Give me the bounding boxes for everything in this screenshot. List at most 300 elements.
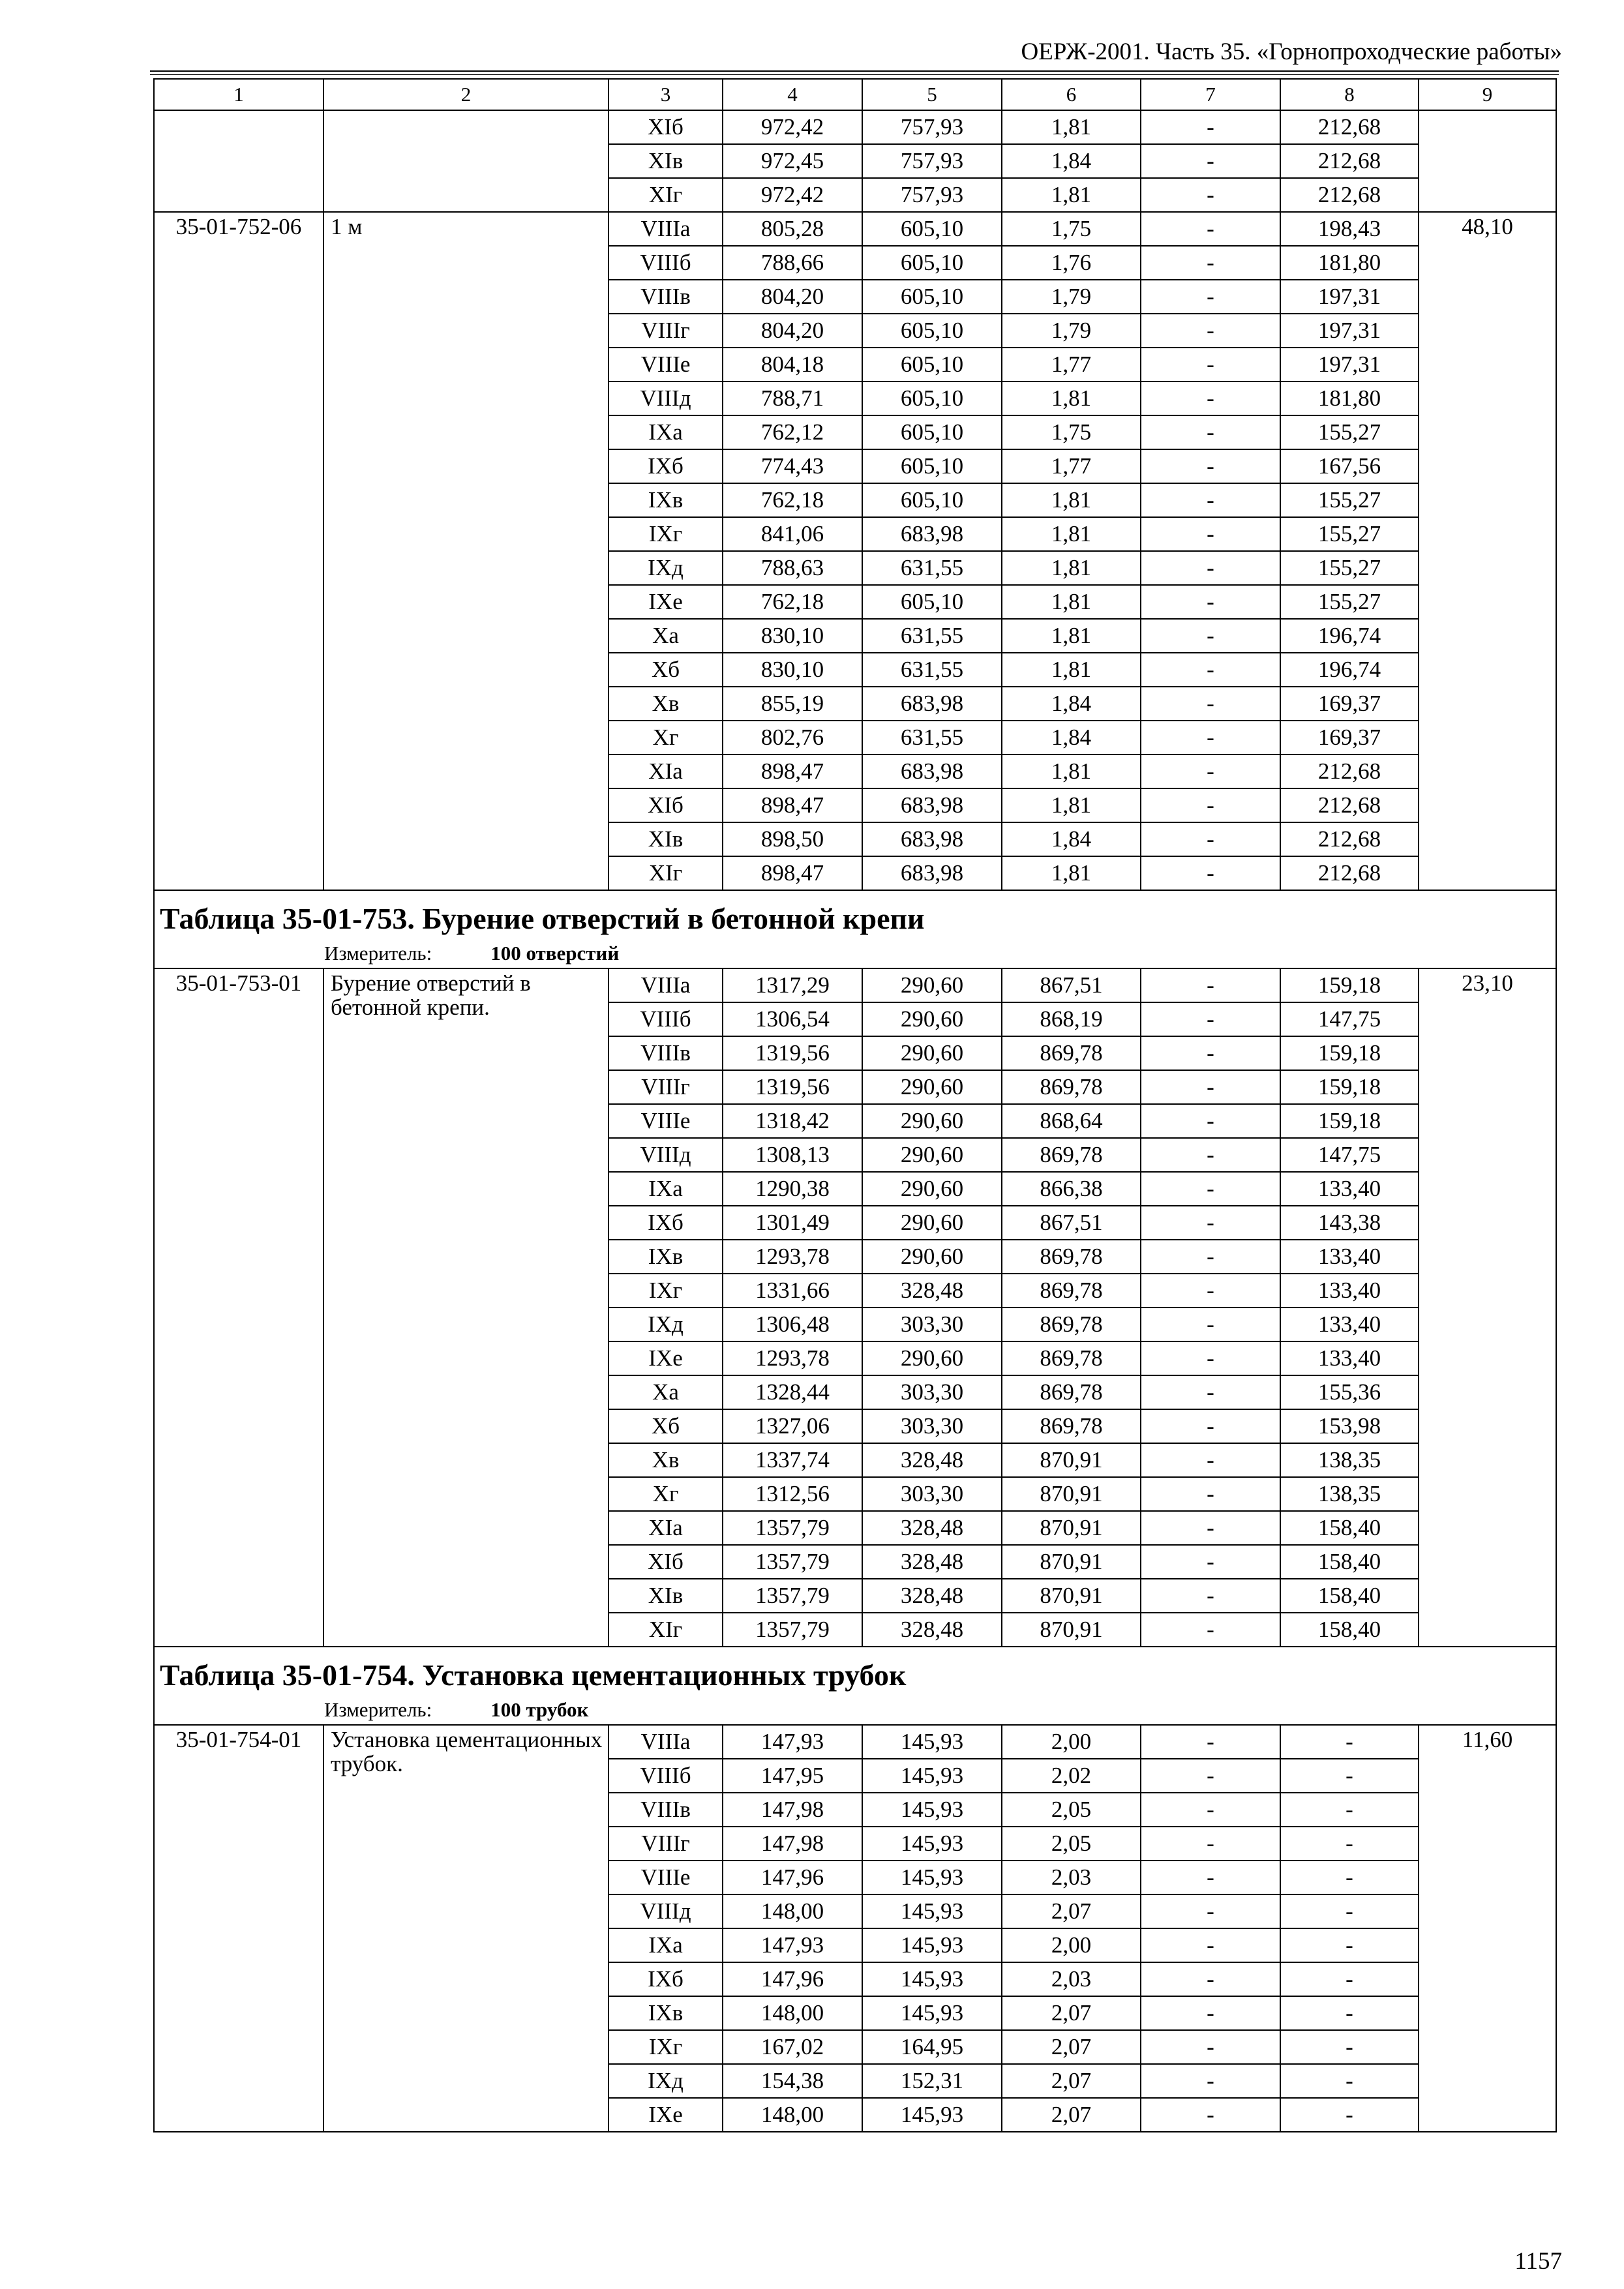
measure-unit-label: Измеритель:: [324, 1699, 432, 1721]
direct-costs-cell: 147,95: [723, 1759, 862, 1793]
work-description-cell: Бурение отверстий в бетонной крепи.: [323, 968, 609, 1647]
direct-costs-cell: 972,42: [723, 110, 862, 144]
drivers-cell: -: [1141, 687, 1280, 721]
table-row: [154, 110, 1556, 144]
drivers-cell: -: [1141, 1104, 1280, 1138]
direct-costs-cell: 898,50: [723, 822, 862, 856]
materials-cell: 159,18: [1280, 1036, 1419, 1070]
machines-cell: 870,91: [1002, 1545, 1141, 1579]
machines-cell: 1,81: [1002, 551, 1141, 585]
machines-cell: 1,81: [1002, 178, 1141, 212]
labor-cell: 605,10: [862, 280, 1002, 314]
category-cell: VIIIг: [609, 1827, 723, 1861]
labor-cell: 328,48: [862, 1545, 1002, 1579]
table-title: Таблица 35-01-754. Установка цементационных трубок: [160, 1658, 907, 1692]
labor-cell: 145,93: [862, 1962, 1002, 1996]
machines-cell: 1,81: [1002, 585, 1141, 619]
column-number: 6: [1002, 79, 1141, 110]
column-number: 8: [1280, 79, 1419, 110]
category-cell: IXг: [609, 1274, 723, 1308]
category-cell: Xв: [609, 1443, 723, 1477]
direct-costs-cell: 147,93: [723, 1928, 862, 1962]
machines-cell: 1,81: [1002, 856, 1141, 890]
drivers-cell: -: [1141, 1996, 1280, 2030]
category-cell: IXб: [609, 1206, 723, 1240]
direct-costs-cell: 1327,06: [723, 1409, 862, 1443]
category-cell: VIIIе: [609, 1861, 723, 1894]
category-cell: Xб: [609, 653, 723, 687]
direct-costs-cell: 154,38: [723, 2064, 862, 2098]
direct-costs-cell: 1293,78: [723, 1341, 862, 1375]
materials-cell: 169,37: [1280, 721, 1419, 755]
labor-cell: 631,55: [862, 721, 1002, 755]
materials-cell: 153,98: [1280, 1409, 1419, 1443]
labor-cell: 683,98: [862, 517, 1002, 551]
machines-cell: 2,00: [1002, 1725, 1141, 1759]
materials-cell: 158,40: [1280, 1545, 1419, 1579]
labor-cell: 145,93: [862, 1759, 1002, 1793]
drivers-cell: -: [1141, 968, 1280, 1002]
materials-cell: 158,40: [1280, 1579, 1419, 1613]
direct-costs-cell: 762,18: [723, 585, 862, 619]
materials-cell: 212,68: [1280, 822, 1419, 856]
column-number-row: [154, 79, 1556, 110]
labor-cell: 683,98: [862, 822, 1002, 856]
machines-cell: 869,78: [1002, 1274, 1141, 1308]
machines-cell: 869,78: [1002, 1375, 1141, 1409]
drivers-cell: -: [1141, 1375, 1280, 1409]
drivers-cell: -: [1141, 822, 1280, 856]
labor-cell: 145,93: [862, 1725, 1002, 1759]
drivers-cell: -: [1141, 1613, 1280, 1647]
machines-cell: 870,91: [1002, 1443, 1141, 1477]
direct-costs-cell: 805,28: [723, 212, 862, 246]
labor-cell: 290,60: [862, 1206, 1002, 1240]
materials-cell: 197,31: [1280, 280, 1419, 314]
category-cell: IXе: [609, 2098, 723, 2132]
direct-costs-cell: 1357,79: [723, 1579, 862, 1613]
machines-cell: 2,00: [1002, 1928, 1141, 1962]
materials-cell: 196,74: [1280, 619, 1419, 653]
materials-cell: 133,40: [1280, 1172, 1419, 1206]
materials-cell: -: [1280, 1894, 1419, 1928]
table-title-cell: [154, 890, 1556, 943]
direct-costs-cell: 1357,79: [723, 1545, 862, 1579]
measure-unit-cell: [154, 1699, 1556, 1725]
category-cell: VIIIд: [609, 1894, 723, 1928]
column-number: 2: [323, 79, 609, 110]
drivers-cell: -: [1141, 551, 1280, 585]
materials-cell: 212,68: [1280, 788, 1419, 822]
labor-cell: 145,93: [862, 1861, 1002, 1894]
category-cell: IXв: [609, 483, 723, 517]
materials-cell: 159,18: [1280, 1104, 1419, 1138]
category-cell: VIIIа: [609, 1725, 723, 1759]
machines-cell: 1,84: [1002, 687, 1141, 721]
drivers-cell: -: [1141, 1759, 1280, 1793]
measure-unit-value: 100 трубок: [490, 1699, 589, 1721]
rate-code-cell: 35-01-754-01: [154, 1725, 323, 2132]
machines-cell: 870,91: [1002, 1477, 1141, 1511]
direct-costs-cell: 830,10: [723, 619, 862, 653]
drivers-cell: -: [1141, 856, 1280, 890]
machines-cell: 2,07: [1002, 2064, 1141, 2098]
materials-cell: -: [1280, 1861, 1419, 1894]
direct-costs-cell: 898,47: [723, 755, 862, 788]
category-cell: Xа: [609, 1375, 723, 1409]
drivers-cell: -: [1141, 721, 1280, 755]
category-cell: IXд: [609, 551, 723, 585]
drivers-cell: -: [1141, 1443, 1280, 1477]
materials-cell: 143,38: [1280, 1206, 1419, 1240]
machines-cell: 2,07: [1002, 2098, 1141, 2132]
materials-cell: 159,18: [1280, 1070, 1419, 1104]
category-cell: XIб: [609, 1545, 723, 1579]
column-number: 7: [1141, 79, 1280, 110]
category-cell: IXа: [609, 1172, 723, 1206]
materials-cell: 159,18: [1280, 968, 1419, 1002]
drivers-cell: -: [1141, 483, 1280, 517]
machines-cell: 1,77: [1002, 348, 1141, 382]
column-number: 5: [862, 79, 1002, 110]
machines-cell: 2,03: [1002, 1962, 1141, 1996]
table-title: Таблица 35-01-753. Бурение отверстий в бетонной крепи: [160, 901, 925, 935]
direct-costs-cell: 788,63: [723, 551, 862, 585]
drivers-cell: -: [1141, 1206, 1280, 1240]
category-cell: Xг: [609, 1477, 723, 1511]
direct-costs-cell: 1308,13: [723, 1138, 862, 1172]
labor-cell: 145,93: [862, 2098, 1002, 2132]
labor-cell: 328,48: [862, 1511, 1002, 1545]
drivers-cell: -: [1141, 1036, 1280, 1070]
category-cell: VIIIд: [609, 382, 723, 415]
labor-cell: 290,60: [862, 1138, 1002, 1172]
materials-cell: 212,68: [1280, 178, 1419, 212]
category-cell: IXг: [609, 517, 723, 551]
drivers-cell: -: [1141, 517, 1280, 551]
drivers-cell: -: [1141, 1827, 1280, 1861]
drivers-cell: -: [1141, 280, 1280, 314]
machines-cell: 869,78: [1002, 1138, 1141, 1172]
drivers-cell: -: [1141, 348, 1280, 382]
machines-cell: 1,77: [1002, 449, 1141, 483]
materials-cell: 133,40: [1280, 1308, 1419, 1341]
machines-cell: 869,78: [1002, 1070, 1141, 1104]
rate-code-cell: [154, 110, 323, 212]
work-description-cell: [323, 110, 609, 212]
drivers-cell: -: [1141, 1793, 1280, 1827]
rate-code-cell: 35-01-753-01: [154, 968, 323, 1647]
category-cell: VIIIв: [609, 1793, 723, 1827]
category-cell: XIг: [609, 1613, 723, 1647]
drivers-cell: -: [1141, 212, 1280, 246]
machines-cell: 868,19: [1002, 1002, 1141, 1036]
labor-cell: 631,55: [862, 619, 1002, 653]
category-cell: VIIIв: [609, 1036, 723, 1070]
labor-cell: 605,10: [862, 449, 1002, 483]
measure-unit-row: [154, 943, 1556, 968]
direct-costs-cell: 804,18: [723, 348, 862, 382]
table-title-row: [154, 890, 1556, 943]
machines-cell: 1,76: [1002, 246, 1141, 280]
header-rule: [150, 70, 1559, 72]
labor-cell: 303,30: [862, 1409, 1002, 1443]
drivers-cell: -: [1141, 2030, 1280, 2064]
labor-cell: 290,60: [862, 1104, 1002, 1138]
direct-costs-cell: 972,45: [723, 144, 862, 178]
labor-cell: 290,60: [862, 1036, 1002, 1070]
materials-cell: 158,40: [1280, 1613, 1419, 1647]
materials-cell: 181,80: [1280, 246, 1419, 280]
labor-cell: 605,10: [862, 348, 1002, 382]
direct-costs-cell: 804,20: [723, 280, 862, 314]
direct-costs-cell: 1317,29: [723, 968, 862, 1002]
materials-cell: -: [1280, 2030, 1419, 2064]
table-row: [154, 968, 1556, 1002]
materials-cell: -: [1280, 1793, 1419, 1827]
machines-cell: 2,07: [1002, 1894, 1141, 1928]
machines-cell: 870,91: [1002, 1579, 1141, 1613]
machines-cell: 1,81: [1002, 483, 1141, 517]
direct-costs-cell: 1318,42: [723, 1104, 862, 1138]
category-cell: VIIIв: [609, 280, 723, 314]
drivers-cell: -: [1141, 1545, 1280, 1579]
category-cell: XIв: [609, 1579, 723, 1613]
materials-cell: 155,27: [1280, 551, 1419, 585]
machines-cell: 1,84: [1002, 144, 1141, 178]
labor-cell: 145,93: [862, 1996, 1002, 2030]
machines-cell: 869,78: [1002, 1308, 1141, 1341]
category-cell: XIв: [609, 822, 723, 856]
drivers-cell: -: [1141, 1928, 1280, 1962]
materials-cell: 212,68: [1280, 110, 1419, 144]
category-cell: IXе: [609, 585, 723, 619]
category-cell: XIб: [609, 110, 723, 144]
materials-cell: 147,75: [1280, 1002, 1419, 1036]
column-number: 3: [609, 79, 723, 110]
measure-unit-label: Измеритель:: [324, 943, 432, 965]
direct-costs-cell: 898,47: [723, 856, 862, 890]
machines-cell: 2,05: [1002, 1827, 1141, 1861]
category-cell: VIIIб: [609, 1002, 723, 1036]
labor-cell: 605,10: [862, 246, 1002, 280]
machines-cell: 869,78: [1002, 1240, 1141, 1274]
labor-cell: 683,98: [862, 856, 1002, 890]
drivers-cell: -: [1141, 1511, 1280, 1545]
machines-cell: 867,51: [1002, 968, 1141, 1002]
labor-cell: 328,48: [862, 1613, 1002, 1647]
direct-costs-cell: 148,00: [723, 2098, 862, 2132]
drivers-cell: -: [1141, 1409, 1280, 1443]
table-title-row: [154, 1647, 1556, 1699]
machines-cell: 866,38: [1002, 1172, 1141, 1206]
machines-cell: 2,05: [1002, 1793, 1141, 1827]
materials-cell: 155,27: [1280, 483, 1419, 517]
drivers-cell: -: [1141, 144, 1280, 178]
materials-cell: 133,40: [1280, 1341, 1419, 1375]
machines-cell: 1,75: [1002, 415, 1141, 449]
labor-cell: 303,30: [862, 1375, 1002, 1409]
category-cell: VIIIа: [609, 212, 723, 246]
labor-cell: 631,55: [862, 551, 1002, 585]
drivers-cell: -: [1141, 178, 1280, 212]
machines-cell: 2,07: [1002, 1996, 1141, 2030]
materials-cell: 155,36: [1280, 1375, 1419, 1409]
column-number: 9: [1419, 79, 1556, 110]
direct-costs-cell: 167,02: [723, 2030, 862, 2064]
category-cell: XIа: [609, 755, 723, 788]
machines-cell: 868,64: [1002, 1104, 1141, 1138]
materials-cell: 212,68: [1280, 755, 1419, 788]
materials-cell: 147,75: [1280, 1138, 1419, 1172]
measure-unit-value: 100 отверстий: [490, 943, 620, 965]
machines-cell: 1,81: [1002, 653, 1141, 687]
category-cell: Xг: [609, 721, 723, 755]
direct-costs-cell: 1290,38: [723, 1172, 862, 1206]
category-cell: VIIIб: [609, 1759, 723, 1793]
machines-cell: 2,03: [1002, 1861, 1141, 1894]
drivers-cell: -: [1141, 1138, 1280, 1172]
direct-costs-cell: 788,66: [723, 246, 862, 280]
drivers-cell: -: [1141, 1725, 1280, 1759]
drivers-cell: -: [1141, 449, 1280, 483]
direct-costs-cell: 898,47: [723, 788, 862, 822]
direct-costs-cell: 788,71: [723, 382, 862, 415]
materials-cell: 155,27: [1280, 585, 1419, 619]
labor-cell: 631,55: [862, 653, 1002, 687]
materials-cell: 138,35: [1280, 1443, 1419, 1477]
drivers-cell: -: [1141, 382, 1280, 415]
page-number: 1157: [1514, 2248, 1562, 2275]
work-description-cell: Установка цементационных трубок.: [323, 1725, 609, 2132]
labor-cell: 605,10: [862, 382, 1002, 415]
drivers-cell: -: [1141, 2098, 1280, 2132]
labor-cell: 145,93: [862, 1928, 1002, 1962]
category-cell: Xв: [609, 687, 723, 721]
drivers-cell: -: [1141, 1308, 1280, 1341]
category-cell: VIIIб: [609, 246, 723, 280]
machines-cell: 869,78: [1002, 1341, 1141, 1375]
drivers-cell: -: [1141, 1070, 1280, 1104]
labor-cell: 683,98: [862, 687, 1002, 721]
direct-costs-cell: 1293,78: [723, 1240, 862, 1274]
materials-cell: -: [1280, 1962, 1419, 1996]
direct-costs-cell: 1337,74: [723, 1443, 862, 1477]
category-cell: VIIIд: [609, 1138, 723, 1172]
labor-cell: 605,10: [862, 415, 1002, 449]
labor-cost-cell: 11,60: [1419, 1725, 1556, 2132]
labor-cell: 757,93: [862, 110, 1002, 144]
category-cell: IXв: [609, 1996, 723, 2030]
labor-cell: 290,60: [862, 1002, 1002, 1036]
column-number: 4: [723, 79, 862, 110]
drivers-cell: -: [1141, 1861, 1280, 1894]
materials-cell: -: [1280, 1827, 1419, 1861]
drivers-cell: -: [1141, 1274, 1280, 1308]
direct-costs-cell: 774,43: [723, 449, 862, 483]
labor-cell: 290,60: [862, 1341, 1002, 1375]
machines-cell: 869,78: [1002, 1409, 1141, 1443]
materials-cell: 138,35: [1280, 1477, 1419, 1511]
materials-cell: 155,27: [1280, 517, 1419, 551]
direct-costs-cell: 1357,79: [723, 1613, 862, 1647]
machines-cell: 1,81: [1002, 619, 1141, 653]
table-row: [154, 1725, 1556, 1759]
labor-cell: 757,93: [862, 178, 1002, 212]
labor-cost-cell: 48,10: [1419, 212, 1556, 890]
header-rule-thin: [150, 74, 1559, 75]
measure-unit-cell: [154, 943, 1556, 968]
materials-cell: 158,40: [1280, 1511, 1419, 1545]
labor-cell: 303,30: [862, 1477, 1002, 1511]
materials-cell: 212,68: [1280, 856, 1419, 890]
materials-cell: 197,31: [1280, 314, 1419, 348]
drivers-cell: -: [1141, 1002, 1280, 1036]
direct-costs-cell: 147,96: [723, 1962, 862, 1996]
category-cell: VIIIе: [609, 1104, 723, 1138]
direct-costs-cell: 802,76: [723, 721, 862, 755]
materials-cell: 196,74: [1280, 653, 1419, 687]
category-cell: XIа: [609, 1511, 723, 1545]
labor-cell: 328,48: [862, 1443, 1002, 1477]
category-cell: IXа: [609, 415, 723, 449]
machines-cell: 1,81: [1002, 382, 1141, 415]
direct-costs-cell: 147,98: [723, 1793, 862, 1827]
machines-cell: 1,81: [1002, 755, 1141, 788]
labor-cell: 164,95: [862, 2030, 1002, 2064]
direct-costs-cell: 972,42: [723, 178, 862, 212]
direct-costs-cell: 147,93: [723, 1725, 862, 1759]
machines-cell: 1,81: [1002, 110, 1141, 144]
category-cell: VIIIг: [609, 314, 723, 348]
direct-costs-cell: 148,00: [723, 1894, 862, 1928]
machines-cell: 1,81: [1002, 788, 1141, 822]
drivers-cell: -: [1141, 1894, 1280, 1928]
table-title-cell: [154, 1647, 1556, 1699]
drivers-cell: -: [1141, 1172, 1280, 1206]
drivers-cell: -: [1141, 755, 1280, 788]
direct-costs-cell: 1331,66: [723, 1274, 862, 1308]
category-cell: IXд: [609, 1308, 723, 1341]
materials-cell: 155,27: [1280, 415, 1419, 449]
direct-costs-cell: 762,18: [723, 483, 862, 517]
page-header: ОЕРЖ-2001. Часть 35. «Горнопроходческие работы»: [1021, 38, 1562, 65]
materials-cell: 169,37: [1280, 687, 1419, 721]
labor-cell: 328,48: [862, 1579, 1002, 1613]
direct-costs-cell: 855,19: [723, 687, 862, 721]
drivers-cell: -: [1141, 1240, 1280, 1274]
direct-costs-cell: 841,06: [723, 517, 862, 551]
labor-cell: 303,30: [862, 1308, 1002, 1341]
machines-cell: 1,84: [1002, 822, 1141, 856]
drivers-cell: -: [1141, 1962, 1280, 1996]
machines-cell: 2,07: [1002, 2030, 1141, 2064]
category-cell: IXб: [609, 1962, 723, 1996]
materials-cell: 181,80: [1280, 382, 1419, 415]
direct-costs-cell: 1319,56: [723, 1036, 862, 1070]
direct-costs-cell: 147,98: [723, 1827, 862, 1861]
table-row: [154, 212, 1556, 246]
drivers-cell: -: [1141, 110, 1280, 144]
labor-cell: 145,93: [862, 1793, 1002, 1827]
category-cell: Xа: [609, 619, 723, 653]
direct-costs-cell: 1312,56: [723, 1477, 862, 1511]
category-cell: IXб: [609, 449, 723, 483]
drivers-cell: -: [1141, 415, 1280, 449]
labor-cell: 683,98: [862, 755, 1002, 788]
labor-cell: 605,10: [862, 483, 1002, 517]
materials-cell: 212,68: [1280, 144, 1419, 178]
